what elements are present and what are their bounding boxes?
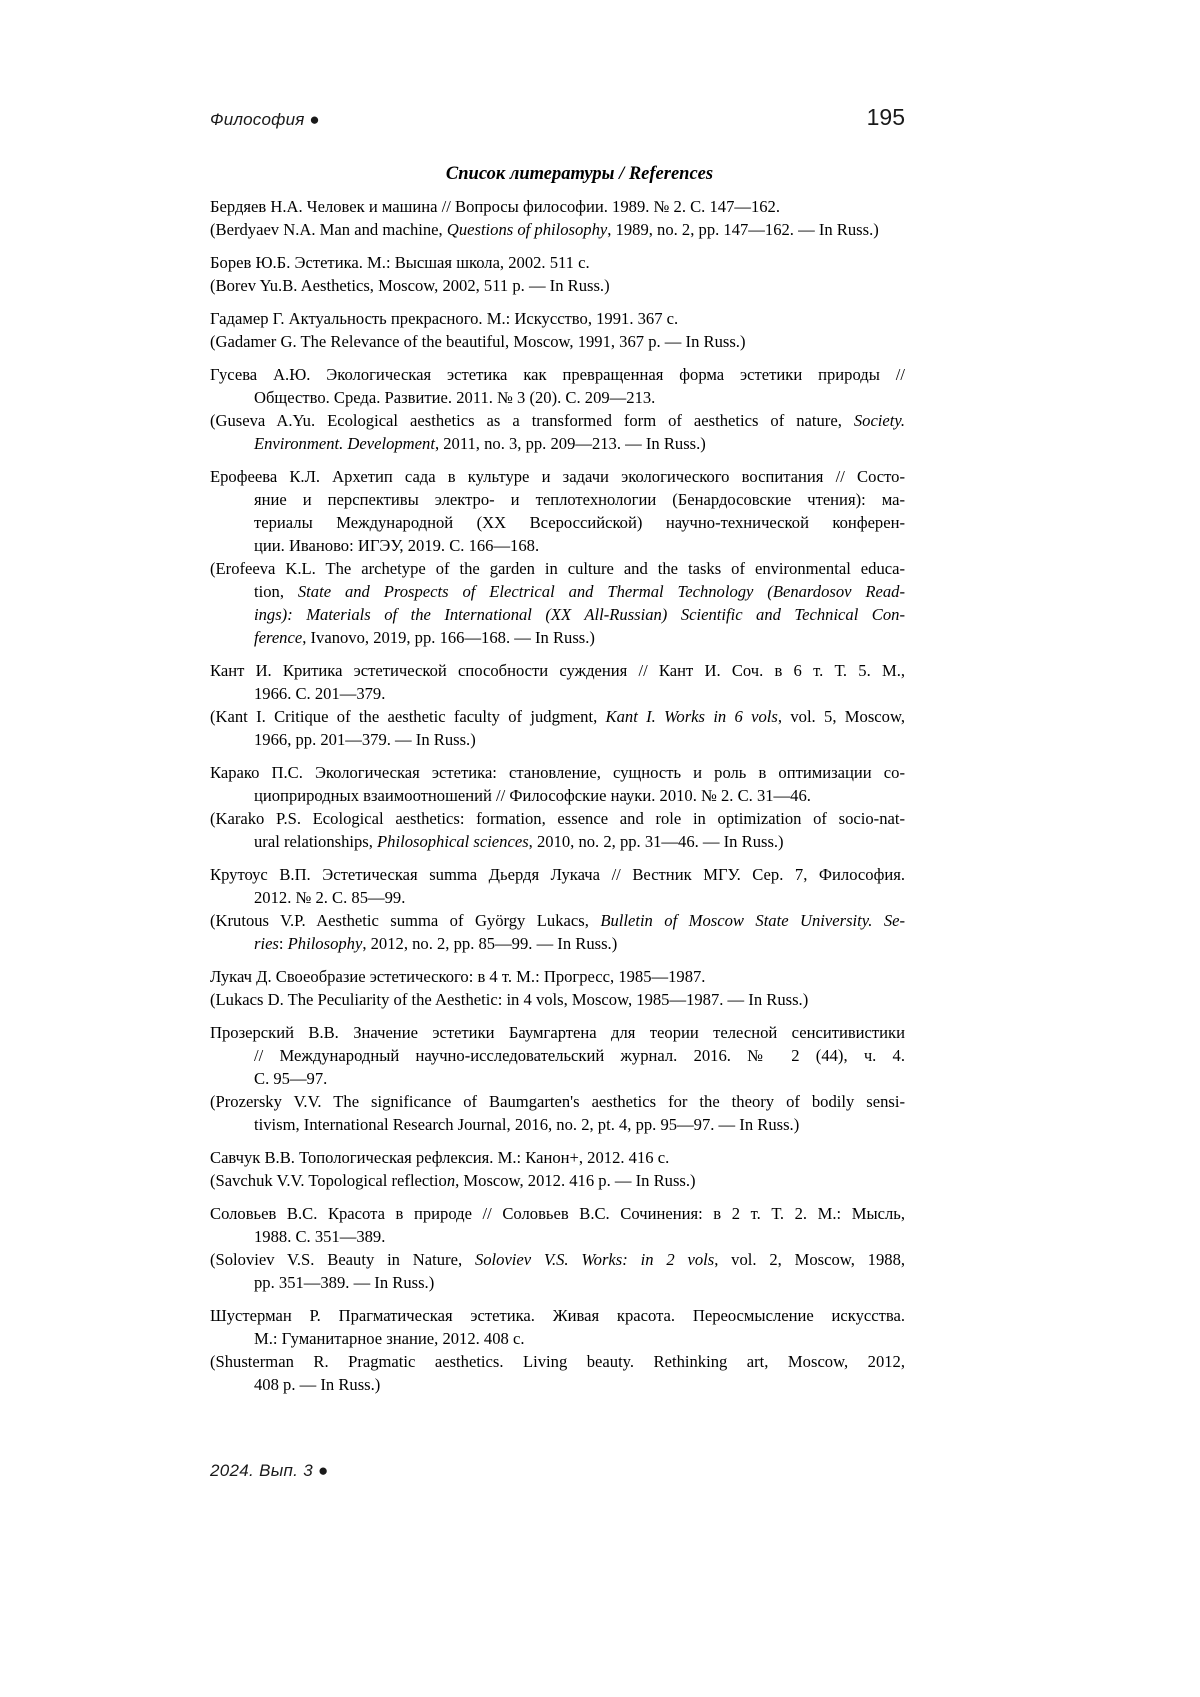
reference-en: [210, 557, 905, 649]
reference-line: (Kant I. Critique of the aesthetic faculty of judgment, Kant I. Works in 6 vols, vol. 5, Moscow,: [210, 707, 906, 726]
reference-line: циоприродных взаимоотношений // Философские науки. 2010. № 2. С. 31—46.: [254, 786, 811, 805]
reference-line: pp. 351—389. — In Russ.): [254, 1273, 435, 1292]
reference-line: Соловьев В.С. Красота в природе // Соловьев В.С. Сочинения: в 2 т. Т. 2. М.: Мысль,: [210, 1204, 905, 1223]
reference-line: Общество. Среда. Развитие. 2011. № 3 (20). С. 209—213.: [254, 388, 656, 407]
reference-line: (Karako P.S. Ecological aesthetics: formation, essence and role in optimization of socio-nat-: [210, 809, 905, 828]
reference-line: (Savchuk V.V. Topological reflection, Moscow, 2012. 416 p. — In Russ.): [210, 1171, 696, 1190]
reference-line: (Gadamer G. The Relevance of the beautiful, Moscow, 1991, 367 p. — In Russ.): [210, 332, 746, 351]
reference-line: (Soloviev V.S. Beauty in Nature, Soloviev V.S. Works: in 2 vols, vol. 2, Moscow, 1988,: [210, 1250, 906, 1269]
reference-line: Гусева А.Ю. Экологическая эстетика как превращенная форма эстетики природы //: [210, 365, 905, 384]
reference-ru: [210, 863, 905, 909]
reference-line: ries: Philosophy, 2012, no. 2, pp. 85—99. — In Russ.): [254, 934, 618, 953]
reference-ru: [210, 1146, 905, 1169]
reference-entry: [210, 1021, 905, 1136]
page-header: [210, 104, 905, 130]
reference-line: Environment. Development, 2011, no. 3, pp. 209—213. — In Russ.): [254, 434, 706, 453]
reference-entry: [210, 863, 905, 955]
reference-ru: [210, 1202, 905, 1248]
reference-line: (Shusterman R. Pragmatic aesthetics. Living beauty. Rethinking art, Moscow, 2012,: [210, 1352, 905, 1371]
reference-line: Гадамер Г. Актуальность прекрасного. М.: Искусство, 1991. 367 с.: [210, 309, 679, 328]
reference-entry: [210, 1304, 905, 1396]
reference-en: [210, 1248, 905, 1294]
reference-en: [210, 1169, 905, 1192]
running-head-section: Философия ●: [210, 110, 320, 129]
reference-entry: [210, 659, 905, 751]
reference-line: яние и перспективы электро- и теплотехнологии (Бенардосовские чтения): ма-: [254, 490, 905, 509]
reference-en: [210, 909, 905, 955]
reference-entry: [210, 1202, 905, 1294]
reference-entry: [210, 965, 905, 1011]
reference-en: [210, 807, 905, 853]
reference-ru: [210, 1304, 905, 1350]
reference-line: Прозерский В.В. Значение эстетики Баумгартена для теории телесной сенситивистики: [210, 1023, 905, 1042]
reference-en: [210, 1090, 905, 1136]
reference-ru: [210, 761, 905, 807]
reference-line: // Международный научно-исследовательский журнал. 2016. № 2 (44), ч. 4.: [254, 1046, 905, 1065]
reference-line: Борев Ю.Б. Эстетика. М.: Высшая школа, 2002. 511 с.: [210, 253, 590, 272]
reference-en: [210, 409, 905, 455]
reference-entry: [210, 1146, 905, 1192]
footer-issue-label: 2024. Вып. 3 ●: [210, 1461, 329, 1480]
reference-en: [210, 988, 905, 1011]
reference-line: Ерофеева К.Л. Архетип сада в культуре и задачи экологического воспитания // Состо-: [210, 467, 905, 486]
reference-en: [210, 274, 905, 297]
reference-line: 1966, pp. 201—379. — In Russ.): [254, 730, 476, 749]
reference-line: ции. Иваново: ИГЭУ, 2019. С. 166—168.: [254, 536, 540, 555]
reference-line: Крутоус В.П. Эстетическая summa Дьердя Лукача // Вестник МГУ. Сер. 7, Философия.: [210, 865, 905, 884]
reference-ru: [210, 251, 905, 274]
reference-line: (Erofeeva K.L. The archetype of the garden in culture and the tasks of environmental educa-: [210, 559, 905, 578]
reference-line: Лукач Д. Своеобразие эстетического: в 4 т. М.: Прогресс, 1985—1987.: [210, 967, 706, 986]
reference-en: [210, 218, 905, 241]
references-list: [210, 195, 905, 1396]
reference-line: Савчук В.В. Топологическая рефлексия. М.: Канон+, 2012. 416 с.: [210, 1148, 670, 1167]
reference-line: 1988. С. 351—389.: [254, 1227, 386, 1246]
page-number: 195: [866, 104, 905, 130]
page-footer: [210, 1461, 329, 1481]
reference-line: (Berdyaev N.A. Man and machine, Questions of philosophy, 1989, no. 2, pp. 147—162. — In Russ.): [210, 220, 879, 239]
reference-line: tion, State and Prospects of Electrical and Thermal Technology (Benardosov Read-: [254, 582, 905, 601]
reference-line: Шустерман Р. Прагматическая эстетика. Живая красота. Переосмысление искусства.: [210, 1306, 905, 1325]
reference-entry: [210, 761, 905, 853]
reference-line: (Lukacs D. The Peculiarity of the Aesthetic: in 4 vols, Moscow, 1985—1987. — In Russ.): [210, 990, 809, 1009]
reference-line: 408 p. — In Russ.): [254, 1375, 381, 1394]
reference-line: ural relationships, Philosophical sciences, 2010, no. 2, pp. 31—46. — In Russ.): [254, 832, 784, 851]
reference-en: [210, 330, 905, 353]
reference-entry: [210, 465, 905, 649]
reference-entry: [210, 251, 905, 297]
reference-entry: [210, 307, 905, 353]
reference-line: ings): Materials of the International (XX All-Russian) Scientific and Technical Con-: [254, 605, 905, 624]
reference-ru: [210, 195, 905, 218]
reference-line: (Guseva A.Yu. Ecological aesthetics as a transformed form of aesthetics of nature, Society.: [210, 411, 905, 430]
reference-line: Кант И. Критика эстетической способности суждения // Кант И. Соч. в 6 т. Т. 5. М.,: [210, 661, 905, 680]
reference-ru: [210, 307, 905, 330]
reference-line: tivism, International Research Journal, 2016, no. 2, pt. 4, pp. 95—97. — In Russ.): [254, 1115, 800, 1134]
reference-line: Карако П.С. Экологическая эстетика: становление, сущность и роль в оптимизации со-: [210, 763, 905, 782]
reference-line: ference, Ivanovo, 2019, pp. 166—168. — In Russ.): [254, 628, 595, 647]
reference-en: [210, 705, 905, 751]
references-title: Список литературы / References: [445, 164, 714, 184]
reference-ru: [210, 363, 905, 409]
reference-line: Бердяев Н.А. Человек и машина // Вопросы философии. 1989. № 2. С. 147—162.: [210, 197, 781, 216]
reference-entry: [210, 195, 905, 241]
reference-ru: [210, 965, 905, 988]
reference-ru: [210, 465, 905, 557]
reference-ru: [210, 659, 905, 705]
reference-en: [210, 1350, 905, 1396]
reference-line: (Borev Yu.B. Aesthetics, Moscow, 2002, 511 p. — In Russ.): [210, 276, 610, 295]
reference-line: 2012. № 2. С. 85—99.: [254, 888, 406, 907]
reference-line: С. 95—97.: [254, 1069, 328, 1088]
reference-entry: [210, 363, 905, 455]
reference-line: (Prozersky V.V. The significance of Baumgarten's aesthetics for the theory of bodily sensi-: [210, 1092, 905, 1111]
reference-line: М.: Гуманитарное знание, 2012. 408 с.: [254, 1329, 525, 1348]
reference-line: 1966. С. 201—379.: [254, 684, 386, 703]
reference-line: териалы Международной (XX Всероссийской) научно-технической конферен-: [254, 513, 905, 532]
reference-ru: [210, 1021, 905, 1090]
reference-line: (Krutous V.P. Aesthetic summa of György Lukacs, Bulletin of Moscow State University. Se-: [210, 911, 906, 930]
